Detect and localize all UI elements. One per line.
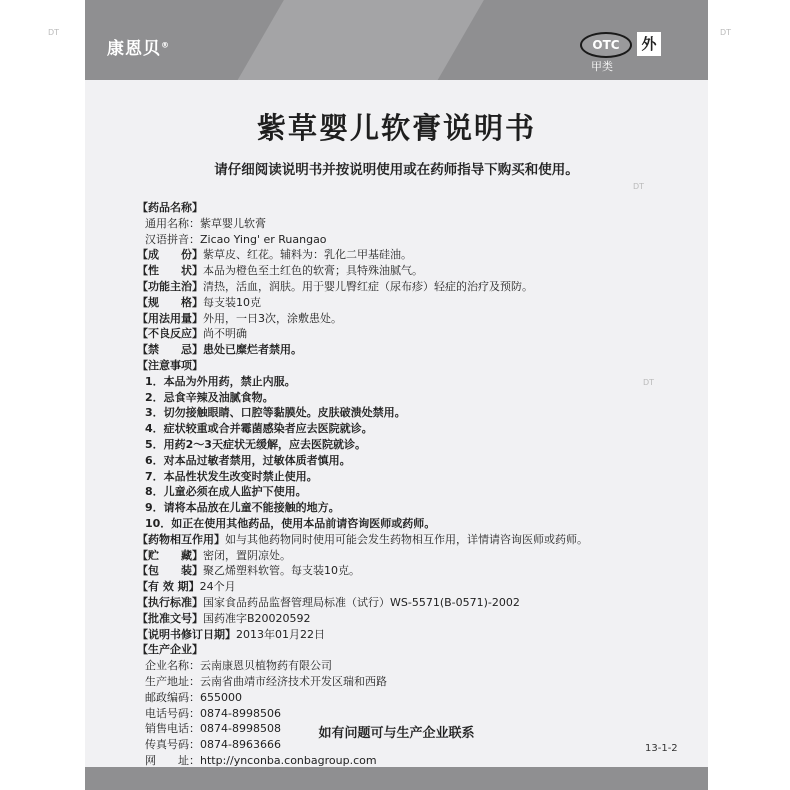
standard-row: 【执行标准】国家食品药品监督管理局标准（试行）WS-5571(B-0571)-2002 — [137, 595, 520, 609]
composition-row: 【成 份】紫草皮、红花。辅料为：乳化二甲基硅油。 — [137, 248, 412, 262]
watermark-text: DT — [643, 378, 655, 387]
phone-number: 电话号码：0874-8998506 — [145, 706, 281, 720]
spec-row: 【规 格】每支装10克 — [137, 295, 261, 309]
page-subtitle: 请仔细阅读说明书并按说明使用或在药师指导下购买和使用。 — [214, 162, 579, 178]
precaution-item: 9．请将本品放在儿童不能接触的地方。 — [145, 501, 340, 515]
precaution-item: 5．用药2～3天症状无缓解，应去医院就诊。 — [145, 437, 366, 451]
watermark-text: DT — [720, 28, 732, 37]
watermark-text: DT — [633, 182, 645, 191]
website: 网 址：http://ynconba.conbagroup.com — [145, 753, 377, 767]
brand-logo: 康恩贝® — [107, 39, 170, 59]
company-name: 企业名称：云南康恩贝植物药有限公司 — [145, 659, 332, 673]
header-banner — [85, 0, 708, 80]
fax-number: 传真号码：0874-8963666 — [145, 738, 281, 752]
footer-band — [85, 767, 708, 790]
watermark-text: DT — [48, 28, 60, 37]
precaution-item: 10．如正在使用其他药品，使用本品前请咨询医师或药师。 — [145, 516, 436, 530]
validity-row: 【有 效 期】24个月 — [137, 580, 236, 594]
otc-class: 甲类 — [591, 60, 613, 73]
indications-row: 【功能主治】清热，活血，润肤。用于婴儿臀红症（尿布疹）轻症的治疗及预防。 — [137, 279, 533, 293]
precaution-item: 1．本品为外用药，禁止内服。 — [145, 374, 296, 388]
usage-row: 【用法用量】外用，一日3次，涂敷患处。 — [137, 311, 342, 325]
precaution-item: 2．忌食辛辣及油腻食物。 — [145, 390, 274, 404]
drug-name-label: 【药品名称】 — [137, 201, 203, 214]
leaflet-body — [137, 200, 697, 769]
precaution-item: 8．儿童必须在成人监护下使用。 — [145, 485, 307, 499]
package-row: 【包 装】聚乙烯塑料软管。每支装10克。 — [137, 564, 360, 578]
sales-phone: 销售电话：0874-8998508 — [145, 722, 281, 736]
revision-row: 【说明书修订日期】2013年01月22日 — [137, 627, 325, 641]
pinyin-name: 汉语拼音：Zicao Ying' er Ruangao — [145, 232, 327, 246]
precaution-item: 3．切勿接触眼睛、口腔等黏膜处。皮肤破溃处禁用。 — [145, 406, 406, 420]
external-use-mark: 外 — [637, 32, 661, 56]
storage-row: 【贮 藏】密闭，置阴凉处。 — [137, 548, 291, 562]
document-code: 13-1-2 — [645, 743, 678, 754]
company-address: 生产地址：云南省曲靖市经济技术开发区瑞和西路 — [145, 674, 387, 688]
precautions-label: 【注意事项】 — [137, 358, 203, 372]
footer-note: 如有问题可与生产企业联系 — [318, 726, 475, 741]
precaution-item: 4．症状较重或合并霉菌感染者应去医院就诊。 — [145, 422, 373, 436]
banner-decoration — [220, 0, 489, 80]
adverse-row: 【不良反应】尚不明确 — [137, 327, 247, 341]
postcode: 邮政编码：655000 — [145, 690, 242, 704]
leaflet — [85, 0, 708, 790]
page-title: 紫草婴儿软膏说明书 — [256, 111, 536, 145]
precaution-item: 6．对本品过敏者禁用，过敏体质者慎用。 — [145, 453, 351, 467]
properties-row: 【性 状】本品为橙色至土红色的软膏；具特殊油腻气。 — [137, 264, 423, 278]
manufacturer-label: 【生产企业】 — [137, 643, 203, 657]
otc-badge: OTC — [580, 32, 632, 58]
approval-row: 【批准文号】国药准字B20020592 — [137, 611, 311, 625]
generic-name: 通用名称：紫草婴儿软膏 — [145, 216, 266, 230]
contraindication-row: 【禁 忌】患处已糜烂者禁用。 — [137, 343, 302, 357]
interactions-row: 【药物相互作用】如与其他药物同时使用可能会发生药物相互作用，详情请咨询医师或药师。 — [137, 532, 588, 546]
precaution-item: 7．本品性状发生改变时禁止使用。 — [145, 469, 318, 483]
